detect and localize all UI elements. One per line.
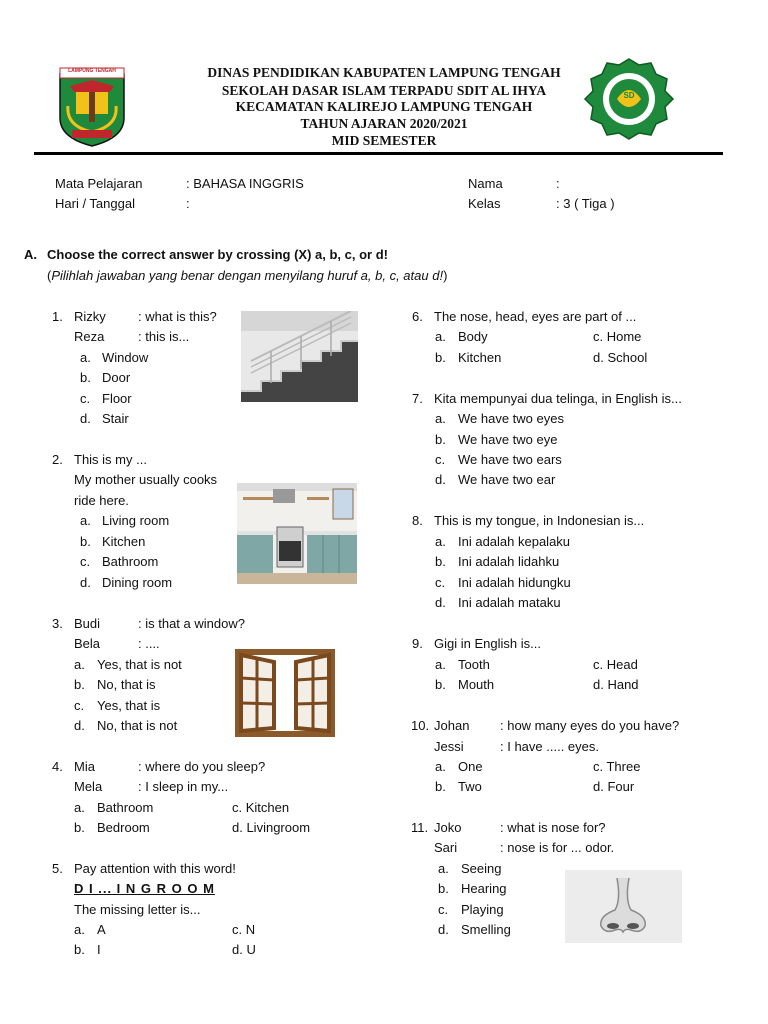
q11-text-2: : nose is for ... odor. [500,840,615,855]
q1-number: 1. [52,309,63,324]
stair-picture [241,311,358,402]
q10-text-2: : I have ..... eyes. [500,739,599,754]
q8-number: 8. [412,513,423,528]
q9-opt-b[interactable]: Mouth [458,677,495,692]
q11-opt-a[interactable]: Seeing [461,861,502,876]
q7-opt-c-letter[interactable]: c. [435,452,446,467]
q5-opt-b-letter[interactable]: b. [74,942,85,957]
q2-opt-b[interactable]: Kitchen [102,534,146,549]
q6-opt-d[interactable]: d. School [593,350,648,365]
q8-opt-d[interactable]: Ini adalah mataku [458,595,561,610]
q8-opt-c-letter[interactable]: c. [435,575,446,590]
q9-number: 9. [412,636,423,651]
q10-opt-d[interactable]: d. Four [593,779,635,794]
header-line-3: KECAMATAN KALIREJO LAMPUNG TENGAH [235,99,533,114]
subject-value: : BAHASA INGGRIS [186,176,304,191]
q2-line-1: This is my ... [74,452,147,467]
q7-number: 7. [412,391,423,406]
q11-text-1: : what is nose for? [500,820,606,835]
q1-speaker-1: Rizky [74,309,106,324]
q4-number: 4. [52,759,63,774]
q5-opt-b[interactable]: I [97,942,101,957]
q10-number: 10. [411,718,430,733]
q10-opt-b-letter[interactable]: b. [435,779,446,794]
q1-opt-c-letter[interactable]: c. [80,391,91,406]
q9-opt-a[interactable]: Tooth [458,657,490,672]
q9-opt-d[interactable]: d. Hand [593,677,639,692]
q11-opt-a-letter[interactable]: a. [438,861,449,876]
q8-opt-d-letter[interactable]: d. [435,595,446,610]
q4-speaker-1: Mia [74,759,95,774]
q5-line-3: The missing letter is... [74,902,201,917]
logo-center-text: SD [623,91,635,100]
q5-opt-a-letter[interactable]: a. [74,922,85,937]
q7-line-1: Kita mempunyai dua telinga, in English is... [434,391,682,406]
section-letter: A. [24,247,37,262]
q5-word: D I ... I N G R O O M [74,881,215,896]
q1-opt-a[interactable]: Window [102,350,149,365]
q1-opt-c[interactable]: Floor [102,391,132,406]
q3-opt-d-letter[interactable]: d. [74,718,85,733]
q8-opt-b[interactable]: Ini adalah lidahku [458,554,560,569]
q8-opt-c[interactable]: Ini adalah hidungku [458,575,571,590]
subject-label: Mata Pelajaran [55,176,143,191]
q2-opt-c[interactable]: Bathroom [102,554,159,569]
header-line-5: MID SEMESTER [331,133,437,148]
q2-number: 2. [52,452,63,467]
q9-line-1: Gigi in English is... [434,636,541,651]
q6-opt-b-letter[interactable]: b. [435,350,446,365]
q11-opt-b-letter[interactable]: b. [438,881,449,896]
q3-text-2: : .... [138,636,160,651]
q10-opt-a[interactable]: One [458,759,483,774]
q7-opt-b[interactable]: We have two eye [458,432,558,447]
q5-opt-a[interactable]: A [97,922,106,937]
q4-opt-b[interactable]: Bedroom [97,820,150,835]
q10-opt-b[interactable]: Two [458,779,482,794]
q3-opt-c[interactable]: Yes, that is [97,698,161,713]
q7-opt-d-letter[interactable]: d. [435,472,446,487]
q8-opt-a-letter[interactable]: a. [435,534,446,549]
q11-opt-d[interactable]: Smelling [461,922,511,937]
header-line-1: DINAS PENDIDIKAN KABUPATEN LAMPUNG TENGAH [207,65,561,80]
q6-opt-a[interactable]: Body [458,329,488,344]
q11-number: 11. [411,820,429,835]
q7-opt-a-letter[interactable]: a. [435,411,446,426]
q11-speaker-2: Sari [434,840,458,855]
q2-opt-d[interactable]: Dining room [102,575,173,590]
class-value: : 3 ( Tiga ) [556,196,615,211]
q2-opt-c-letter[interactable]: c. [80,554,91,569]
q4-speaker-2: Mela [74,779,103,794]
q10-speaker-1: Johan [434,718,470,733]
q3-number: 3. [52,616,63,631]
q1-opt-d-letter[interactable]: d. [80,411,91,426]
day-value: : [186,196,190,211]
q11-opt-b[interactable]: Hearing [461,881,507,896]
q11-opt-c-letter[interactable]: c. [438,902,449,917]
q8-opt-a[interactable]: Ini adalah kepalaku [458,534,571,549]
q10-opt-a-letter[interactable]: a. [435,759,446,774]
q3-opt-b[interactable]: No, that is [97,677,156,692]
q1-speaker-2: Reza [74,329,105,344]
q2-opt-b-letter[interactable]: b. [80,534,91,549]
header-line-2: SEKOLAH DASAR ISLAM TERPADU SDIT AL IHYA [221,83,547,98]
class-label: Kelas [468,196,501,211]
q6-opt-c[interactable]: c. Home [593,329,642,344]
q3-speaker-2: Bela [74,636,101,651]
q11-opt-c[interactable]: Playing [461,902,504,917]
q4-text-2: : I sleep in my... [138,779,229,794]
section-subtitle: (Pilihlah jawaban yang benar dengan menyilang huruf a, b, c, atau d!) [47,268,448,283]
q2-line-2: My mother usually cooks [74,472,218,487]
q9-opt-b-letter[interactable]: b. [435,677,446,692]
q1-opt-b[interactable]: Door [102,370,131,385]
q2-line-3: ride here. [74,493,129,508]
name-value: : [556,176,560,191]
q1-opt-d[interactable]: Stair [102,411,129,426]
q3-text-1: : is that a window? [138,616,245,631]
q3-opt-d[interactable]: No, that is not [97,718,178,733]
q10-text-1: : how many eyes do you have? [500,718,680,733]
q2-opt-a[interactable]: Living room [102,513,170,528]
q4-opt-b-letter[interactable]: b. [74,820,85,835]
q1-opt-a-letter[interactable]: a. [80,350,91,365]
q6-number: 6. [412,309,423,324]
q1-text-2: : this is... [138,329,190,344]
q1-text-1: : what is this? [138,309,217,324]
header-rule [34,152,723,155]
q4-opt-a-letter[interactable]: a. [74,800,85,815]
q3-speaker-1: Budi [74,616,101,631]
nose-picture [565,870,682,943]
kitchen-picture [237,483,357,584]
q6-line-1: The nose, head, eyes are part of ... [434,309,637,324]
name-label: Nama [468,176,503,191]
q5-opt-c[interactable]: c. N [232,922,256,937]
q8-opt-b-letter[interactable]: b. [435,554,446,569]
q4-opt-c[interactable]: c. Kitchen [232,800,290,815]
q10-speaker-2: Jessi [434,739,464,754]
q7-opt-a[interactable]: We have two eyes [458,411,564,426]
day-label: Hari / Tanggal [55,196,135,211]
q4-opt-d[interactable]: d. Livingroom [232,820,311,835]
q7-opt-b-letter[interactable]: b. [435,432,446,447]
section-title: Choose the correct answer by crossing (X) a, b, c, or d! [47,247,388,262]
q11-opt-d-letter[interactable]: d. [438,922,449,937]
q3-opt-a[interactable]: Yes, that is not [97,657,182,672]
q9-opt-c[interactable]: c. Head [593,657,638,672]
q3-opt-a-letter[interactable]: a. [74,657,85,672]
q10-opt-c[interactable]: c. Three [593,759,641,774]
q7-opt-c[interactable]: We have two ears [458,452,562,467]
q7-opt-d[interactable]: We have two ear [458,472,556,487]
window-picture [230,648,340,738]
q11-speaker-1: Joko [434,820,462,835]
q5-opt-d[interactable]: d. U [232,942,256,957]
q6-opt-b[interactable]: Kitchen [458,350,502,365]
q5-number: 5. [52,861,63,876]
q3-opt-b-letter[interactable]: b. [74,677,85,692]
q9-opt-a-letter[interactable]: a. [435,657,446,672]
q1-opt-b-letter[interactable]: b. [80,370,91,385]
q6-opt-a-letter[interactable]: a. [435,329,446,344]
q5-line-1: Pay attention with this word! [74,861,236,876]
logo-caption: LAMPUNG TENGAH [68,68,116,74]
q4-text-1: : where do you sleep? [138,759,266,774]
q2-opt-d-letter[interactable]: d. [80,575,91,590]
q4-opt-a[interactable]: Bathroom [97,800,154,815]
q3-opt-c-letter[interactable]: c. [74,698,85,713]
q8-line-1: This is my tongue, in Indonesian is... [434,513,645,528]
q2-opt-a-letter[interactable]: a. [80,513,91,528]
header-line-4: TAHUN AJARAN 2020/2021 [300,116,468,131]
